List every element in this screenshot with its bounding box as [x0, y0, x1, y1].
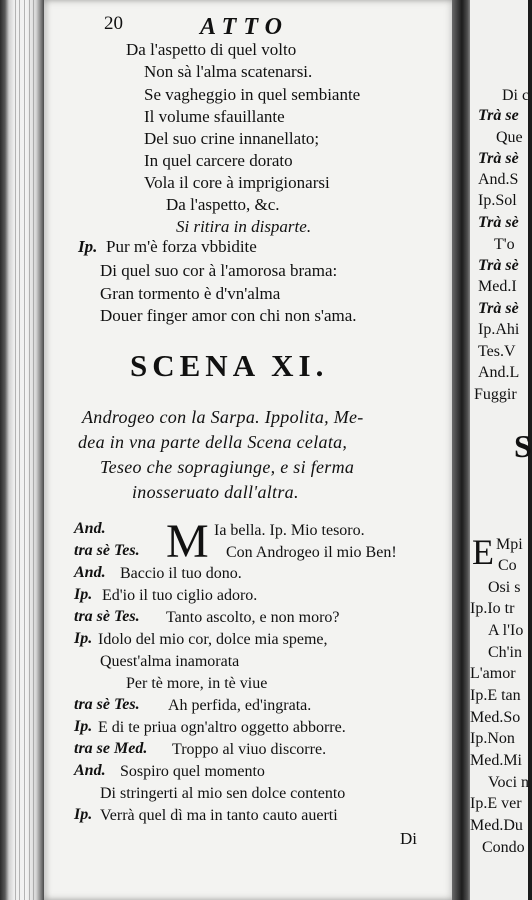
dialogue-line: Per tè more, in tè viue: [126, 675, 268, 692]
fragment: T'o: [494, 236, 515, 253]
dialogue-line: Ah perfida, ed'ingrata.: [168, 697, 312, 714]
dialogue-line: Baccio il tuo dono.: [120, 565, 242, 582]
fragment: Ip.Non: [470, 730, 515, 747]
fragment: Med.Mi: [470, 752, 522, 769]
verse-line: Da l'aspetto di quel volto: [126, 40, 297, 59]
fragment: A l'Io: [488, 622, 524, 639]
fragment: Med.Du: [470, 817, 523, 834]
verse-line: Douer finger amor con chi non s'ama.: [100, 306, 357, 325]
speaker-label: Ip.: [74, 806, 93, 823]
verse-line: Il volume sfauillante: [144, 107, 285, 126]
speaker-label: And.: [74, 520, 106, 537]
fragment: S: [514, 428, 532, 464]
scene-description-line: Teseo che sopragiunge, e si ferma: [100, 457, 355, 477]
catchword: Di: [400, 829, 417, 848]
dialogue-line: Con Androgeo il mio Ben!: [226, 544, 397, 561]
dialogue-line: Di stringerti al mio sen dolce contento: [100, 785, 346, 802]
fragment: E: [472, 532, 494, 572]
speaker-label: Ip.: [74, 630, 93, 647]
fragment: Fuggir: [474, 386, 517, 403]
fragment: L'amor: [470, 665, 516, 682]
dialogue-line: Idolo del mio cor, dolce mia speme,: [98, 631, 328, 648]
fragment: Condo: [482, 839, 525, 856]
fragment: Ip.Io tr: [470, 600, 515, 617]
speaker-label: tra sè Tes.: [74, 542, 140, 559]
fragment: Med.So: [470, 709, 521, 726]
fragment: Mpi: [496, 536, 523, 553]
fragment: Voci n: [488, 774, 530, 791]
fragment: Trà sè: [478, 300, 519, 317]
dialogue-line: Pur m'è forza vbbidite: [106, 237, 257, 256]
dialogue-line: Troppo al viuo discorre.: [172, 741, 327, 758]
fragment: Que: [496, 129, 523, 146]
speaker-label: Ip.: [74, 586, 93, 603]
verse-line: Di quel suo cor à l'amorosa brama:: [100, 261, 338, 280]
speaker-label: tra sè Tes.: [74, 696, 140, 713]
fragment: Tes.V: [478, 343, 516, 360]
verse-line: Non sà l'alma scatenarsi.: [144, 62, 313, 81]
scene-description-line: inosseruato dall'altra.: [132, 482, 299, 502]
dialogue-line: Ed'io il tuo ciglio adoro.: [102, 587, 258, 604]
fragment: Ip.E tan: [470, 687, 521, 704]
dialogue-line: Sospiro quel momento: [120, 763, 265, 780]
fragment: Osi s: [488, 579, 521, 596]
left-page: [44, 0, 458, 900]
page-number: 20: [104, 13, 123, 34]
right-page: [470, 0, 532, 900]
speaker-label: tra sè Tes.: [74, 608, 140, 625]
speaker-label: And.: [74, 762, 106, 779]
scene-title: SCENA XI.: [130, 348, 329, 383]
speaker-label: tra se Med.: [74, 740, 148, 757]
dialogue-line: Tanto ascolto, e non moro?: [166, 609, 340, 626]
fragment: Trà se: [478, 107, 519, 124]
speaker-label: And.: [74, 564, 106, 581]
fragment: Ip.Sol: [478, 192, 517, 209]
running-head: ATTO: [200, 14, 289, 40]
verse-line: Del suo crine innanellato;: [144, 129, 320, 148]
speaker-label: Ip.: [74, 718, 93, 735]
verse-line: Gran tormento è d'vn'alma: [100, 284, 281, 303]
scene-description-line: Androgeo con la Sarpa. Ippolita, Me-: [82, 407, 364, 427]
verse-line: Da l'aspetto, &c.: [166, 195, 280, 214]
drop-cap: M: [166, 515, 209, 568]
fragment: And.L: [478, 364, 520, 381]
stage-direction: Si ritira in disparte.: [176, 217, 312, 236]
dialogue-line: Quest'alma inamorata: [100, 653, 240, 670]
left-page-edges: [0, 0, 44, 900]
fragment: Trà sè: [478, 150, 519, 167]
verse-line: Vola il core à imprigionarsi: [144, 173, 330, 192]
fragment: Trà sè: [478, 214, 519, 231]
fragment: Trà sè: [478, 257, 519, 274]
speaker-label: Ip.: [78, 237, 98, 256]
fragment: And.S: [478, 171, 519, 188]
fragment: Ip.E ver: [470, 795, 522, 812]
verse-line: Se vagheggio in quel sembiante: [144, 85, 361, 104]
dialogue-line: Ia bella. Ip. Mio tesoro.: [214, 522, 365, 539]
dialogue-line: E di te priua ogn'altro oggetto abborre.: [98, 719, 346, 736]
fragment: Ip.Ahi: [478, 321, 520, 338]
dialogue-line: Verrà quel dì ma in tanto cauto auerti: [100, 807, 338, 824]
fragment: Med.I: [478, 278, 517, 295]
scene-description-line: dea in vna parte della Scena celata,: [78, 432, 348, 452]
verse-line: In quel carcere dorato: [144, 151, 293, 170]
fragment: Co: [498, 557, 517, 574]
fragment: Ch'in: [488, 644, 522, 661]
fragment: Di c: [502, 87, 530, 104]
